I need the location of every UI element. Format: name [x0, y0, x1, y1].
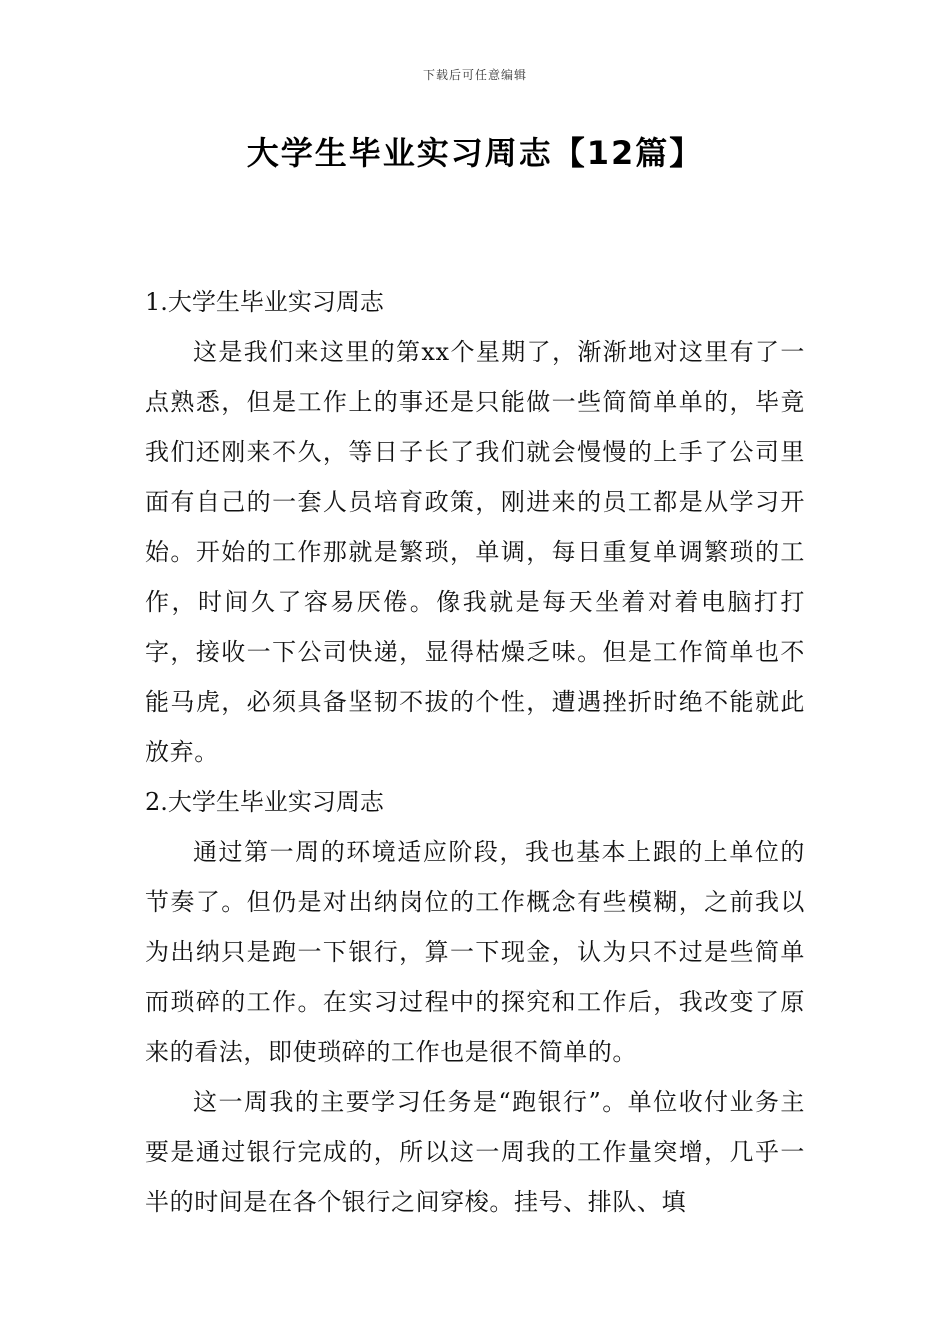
section-heading: 1.大学生毕业实习周志	[145, 288, 384, 316]
header-note: 下载后可任意编辑	[422, 68, 527, 82]
paragraph: 通过第一周的环境适应阶段，我也基本上跟的上单位的节奏了。但仍是对出纳岗位的工作概念有些模糊，之前我以为出纳只是跑一下银行，算一下现金，认为只不过是些简单而琐碎的工作。在实习过程中的探究和工作后，我改变了原来的看法，即使琐碎的工作也是很不简单的。	[145, 838, 805, 1066]
section-heading: 2.大学生毕业实习周志	[145, 788, 384, 816]
document-body	[145, 277, 805, 1227]
paragraph: 这一周我的主要学习任务是“跑银行”。单位收付业务主要是通过银行完成的，所以这一周我的工作量突增，几乎一半的时间是在各个银行之间穿梭。挂号、排队、填	[145, 1088, 805, 1216]
paragraph: 这是我们来这里的第xx个星期了，渐渐地对这里有了一点熟悉，但是工作上的事还是只能做一些简简单单的，毕竟我们还刚来不久，等日子长了我们就会慢慢的上手了公司里面有自己的一套人员培育政策，刚进来的员工都是从学习开始。开始的工作那就是繁琐，单调，每日重复单调繁琐的工作，时间久了容易厌倦。像我就是每天坐着对着电脑打打字，接收一下公司快递，显得枯燥乏味。但是工作简单也不能马虎，必须具备坚韧不拔的个性，遭遇挫折时绝不能就此放弃。	[145, 338, 805, 766]
document-title: 大学生毕业实习周志【12篇】	[246, 134, 704, 172]
